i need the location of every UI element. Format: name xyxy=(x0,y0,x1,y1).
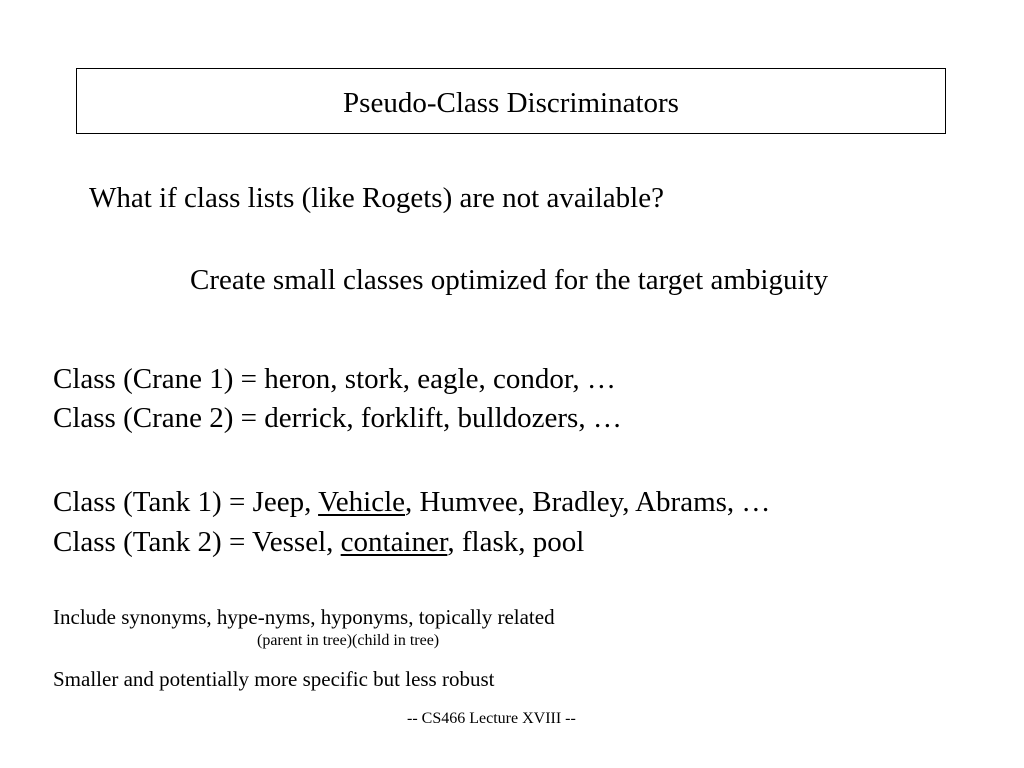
class-crane-1: Class (Crane 1) = heron, stork, eagle, condor, … xyxy=(53,363,616,395)
include-note: Include synonyms, hype-nyms, hyponyms, topically related xyxy=(53,605,555,629)
slide-title: Pseudo-Class Discriminators xyxy=(343,87,679,119)
lecture-footer: -- CS466 Lecture XVIII -- xyxy=(407,710,576,727)
question-text: What if class lists (like Rogets) are not available? xyxy=(89,182,664,214)
tank-2-underlined-term: container xyxy=(340,526,448,558)
tank-1-suffix: , Humvee, Bradley, Abrams, … xyxy=(405,486,771,518)
class-crane-2: Class (Crane 2) = derrick, forklift, bulldozers, … xyxy=(53,402,622,434)
title-box xyxy=(76,68,946,134)
class-tank-1 xyxy=(53,484,770,520)
class-tank-2 xyxy=(53,524,584,560)
subpoint-text: Create small classes optimized for the target ambiguity xyxy=(190,264,829,296)
tank-1-prefix: Class (Tank 1) = Jeep, xyxy=(53,486,319,518)
tank-2-prefix: Class (Tank 2) = Vessel, xyxy=(53,526,341,558)
include-subnote: (parent in tree)(child in tree) xyxy=(257,632,440,649)
tank-2-suffix: , flask, pool xyxy=(447,526,585,558)
tradeoff-note: Smaller and potentially more specific but less robust xyxy=(53,667,495,691)
tank-1-underlined-term: Vehicle xyxy=(318,486,406,518)
